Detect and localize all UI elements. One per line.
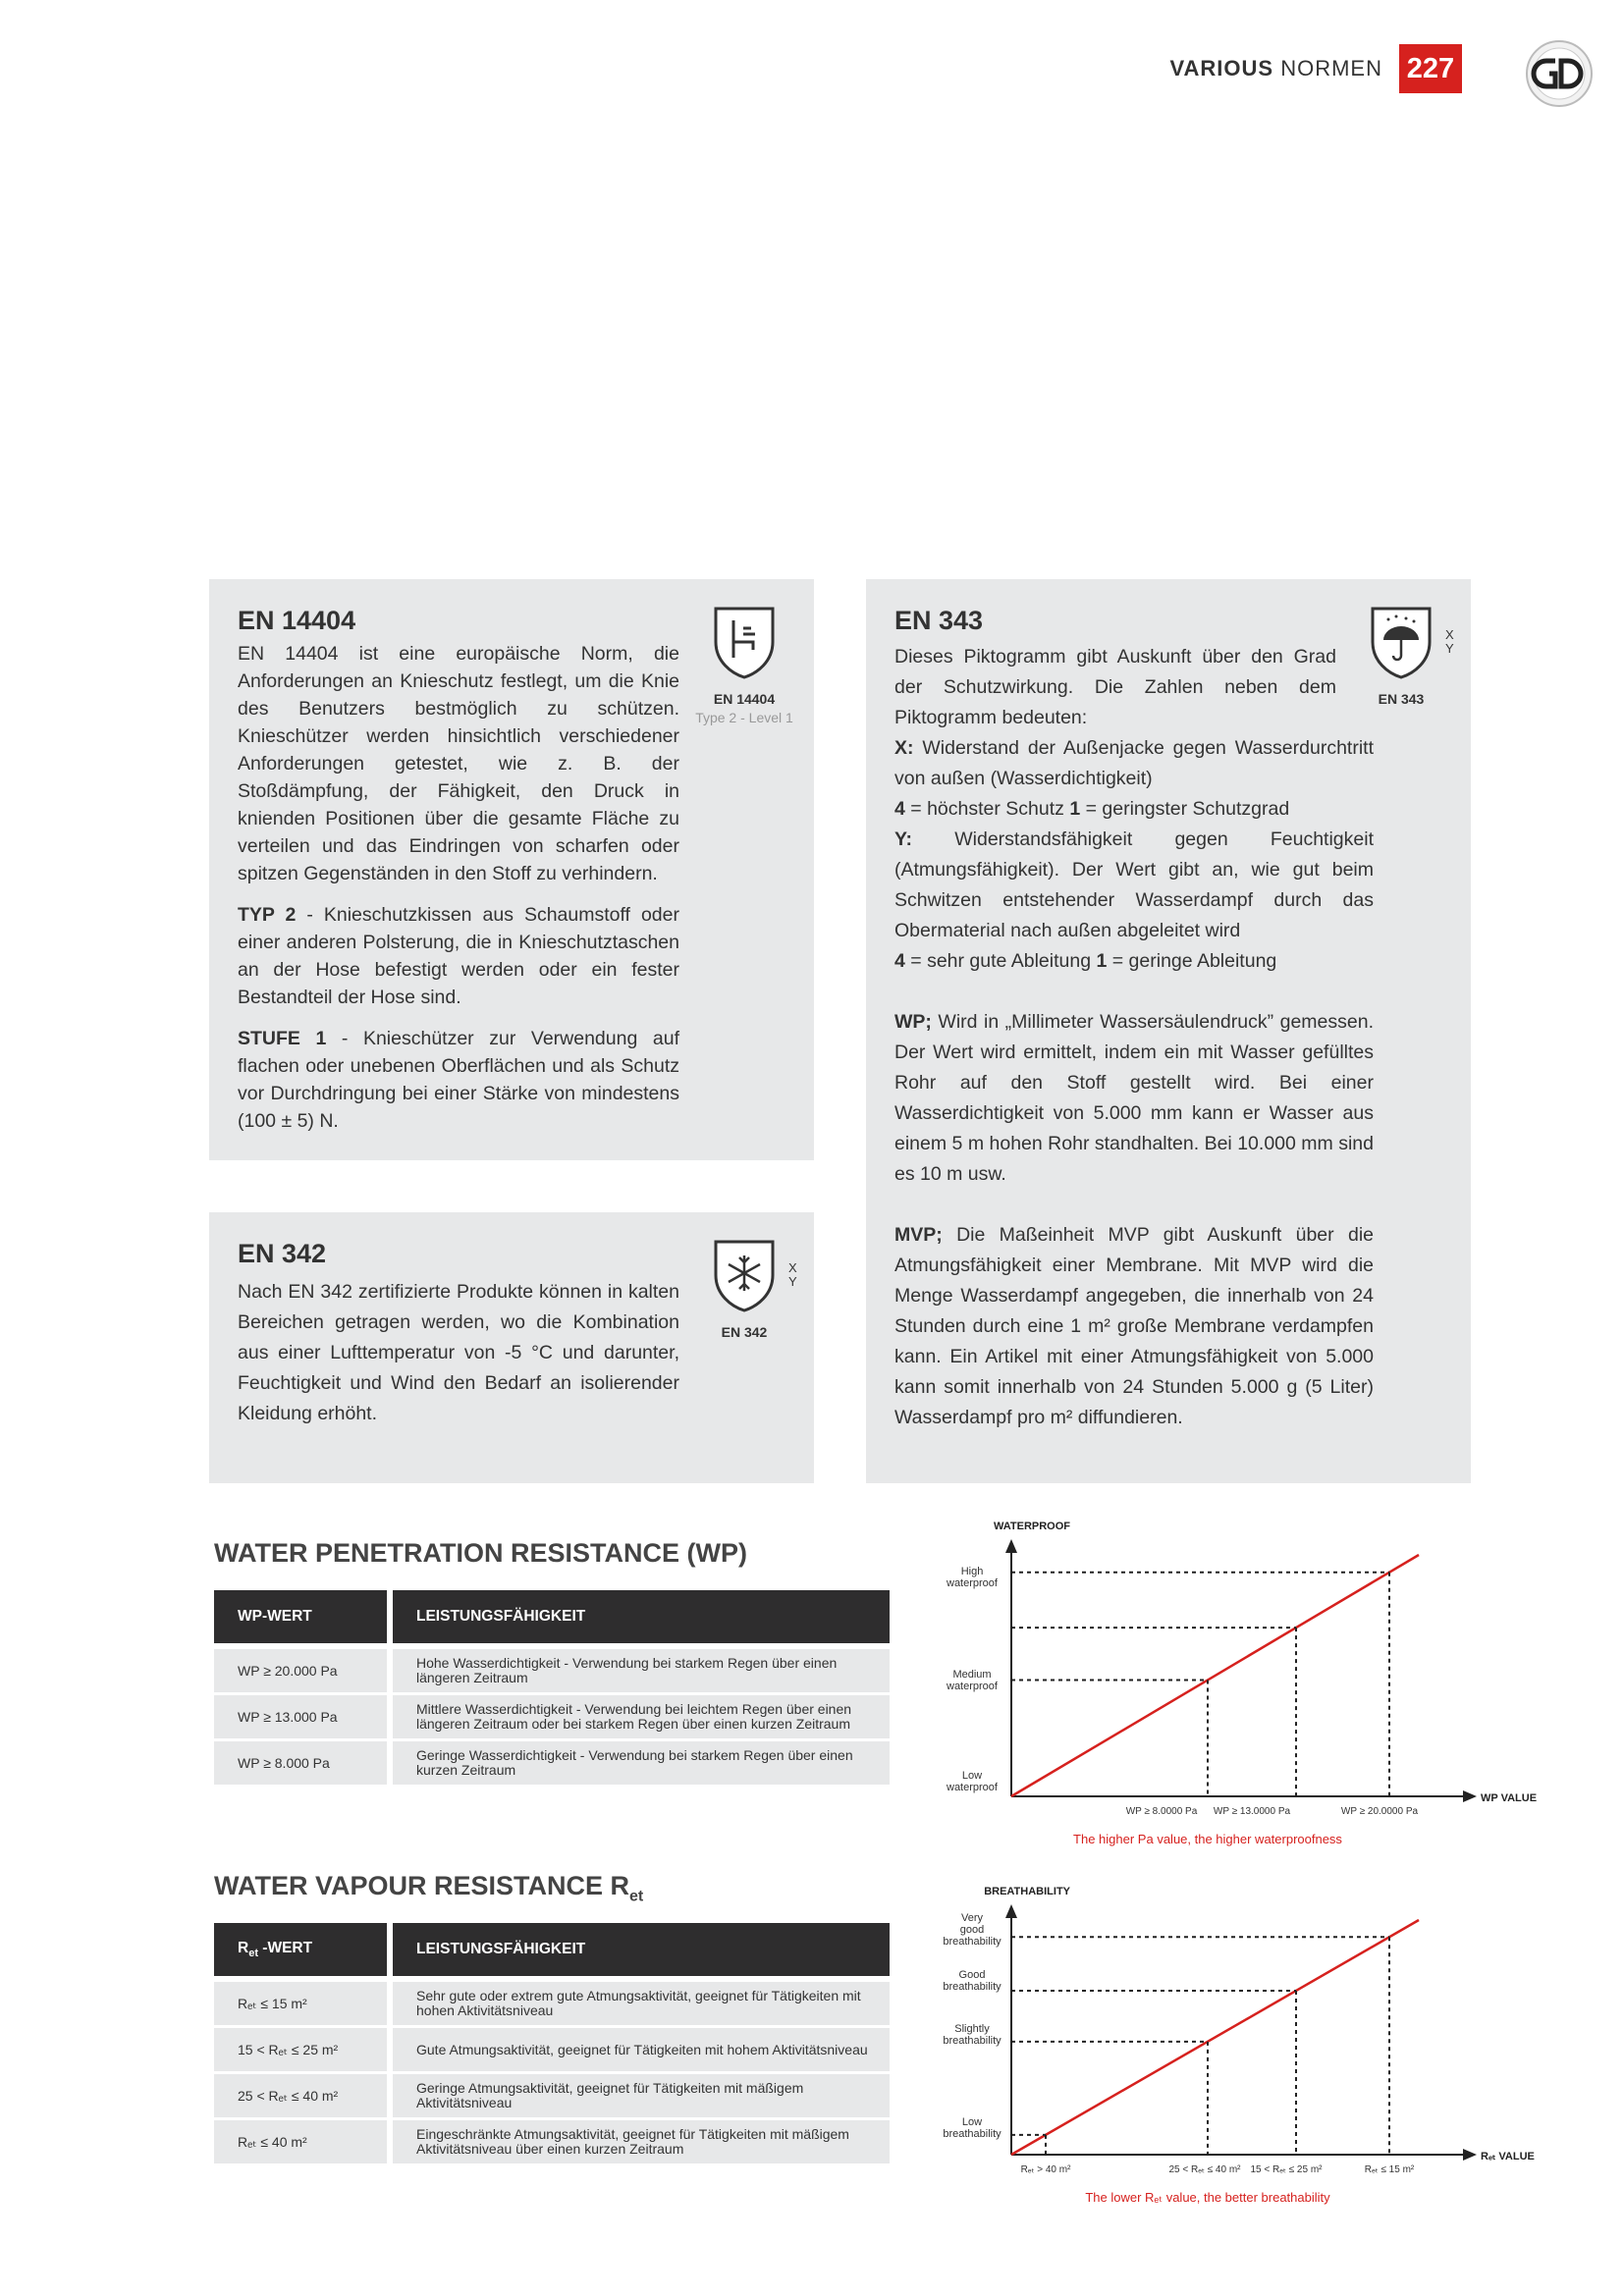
x-axis-arrow — [1463, 1790, 1477, 1802]
x-tick-label: Rₑₜ > 40 m² — [1020, 2164, 1071, 2175]
card-body-text: Nach EN 342 zertifizierte Produkte können in kalten Bereichen getragen werden, wo die Kombination aus einer Lufttemperatur von -5 °C und darunter, Feuchtigkeit und Wind den Bedarf an isolierender Kleidung erhöht. — [238, 1281, 679, 1424]
row-description: Gute Atmungsaktivität, geeignet für Tätigkeiten mit hohem Aktivitätsniveau — [393, 2028, 890, 2071]
en343-card — [866, 579, 1471, 1483]
y-axis-label: BREATHABILITY — [984, 1886, 1070, 1897]
y-definition: Y: Widerstandsfähigkeit gegen Feuchtigkeit (Atmungsfähigkeit). Der Wert gibt an, wie gut beim Schwitzen entstehender Wasserdampf durch das Obermaterial nach außen abgeleitet wird — [894, 828, 1374, 941]
x-tick-label: WP ≥ 13.0000 Pa — [1213, 1806, 1291, 1817]
knee-protection-icon — [710, 603, 779, 681]
x-scale: 4 = höchster Schutz 1 = geringster Schutzgrad — [894, 798, 1290, 820]
column-header: $R_{et}$ -WERT — [214, 1923, 393, 1979]
column-header: WP-WERT — [214, 1590, 393, 1646]
waterproof-chart — [913, 1512, 1538, 1846]
table-row — [214, 1741, 890, 1785]
row-value: WP ≥ 8.000 Pa — [214, 1741, 393, 1785]
x-tick-label: Rₑₜ ≤ 15 m² — [1364, 2164, 1415, 2175]
card-body — [894, 642, 1374, 1433]
row-description: Hohe Wasserdichtigkeit - Verwendung bei starkem Regen über einen längeren Zeitraum — [393, 1649, 890, 1692]
en342-card — [209, 1212, 814, 1483]
x-tick-label: 15 < Rₑₜ ≤ 25 m² — [1250, 2164, 1323, 2175]
y-level-label: Low breathability — [943, 2116, 1001, 2140]
snowflake-shield-icon — [710, 1236, 779, 1314]
card-body — [238, 640, 679, 1148]
table-header — [214, 1590, 890, 1646]
x-tick-label: WP ≥ 8.0000 Pa — [1125, 1806, 1198, 1817]
mvp-definition: MVP; Die Maßeinheit MVP gibt Auskunft über die Atmungsfähigkeit einer Membrane. Mit MVP wird die Menge Wasserdampf angegeben, die innerhalb von 24 Stunden durch eine 1 m² große Membrane verdampfen kann. Ein Artikel mit einer Atmungsfähigkeit von 5.000 kann somit innerhalb von 24 Stunden 5.000 g (5 Liter) Wasserdampf pro m² diffundieren. — [894, 1224, 1374, 1428]
row-description: Mittlere Wasserdichtigkeit - Verwendung bei leichtem Regen über einen längeren Zeitraum oder bei starkem Regen über einen kurzen Zeitraum — [393, 1695, 890, 1738]
y-level-label: Slightly breathability — [943, 2023, 1001, 2047]
y-axis-label: WATERPROOF — [993, 1521, 1070, 1532]
typ-paragraph: TYP 2 - Knieschutzkissen aus Schaumstoff oder einer anderen Polsterung, die in Knieschutztaschen an der Hose befestigt werden oder ein fester Bestandteil der Hose sind. — [238, 904, 679, 1008]
row-description: Eingeschränkte Atmungsaktivität, geeignet für Tätigkeiten mit mäßigem Aktivitätsniveau über einen kurzen Zeitraum — [393, 2120, 890, 2163]
card-title: EN 343 — [894, 606, 984, 635]
table-row — [214, 1649, 890, 1692]
row-description: Geringe Wasserdichtigkeit - Verwendung bei starkem Regen über einen kurzen Zeitraum — [393, 1741, 890, 1785]
x-axis-arrow — [1463, 2149, 1477, 2161]
y-level-label: Medium waterproof — [947, 1669, 998, 1692]
wp-definition: WP; Wird in „Millimeter Wassersäulendruck” gemessen. Der Wert wird ermittelt, indem ein mit Wasser gefülltes Rohr auf den Stoff gestellt wird. Bei einer Wasserdichtigkeit von 5.000 mm kann er Wasser aus einem 5 m hohen Rohr standhalten. Bei 10.000 mm sind es 10 m usw. — [894, 1011, 1374, 1185]
xy-markers: X Y — [788, 1260, 798, 1289]
column-header: LEISTUNGSFÄHIGKEIT — [393, 1923, 890, 1979]
wp-section-title: WATER PENETRATION RESISTANCE (WP) — [214, 1538, 747, 1568]
y-level-label: Good breathability — [943, 1969, 1001, 1993]
trend-line — [1011, 1555, 1419, 1796]
pictogram-label: EN 343 — [1378, 691, 1425, 707]
page-number: 227 — [1399, 44, 1462, 93]
y-level-label: Low waterproof — [947, 1770, 998, 1793]
chart-caption: The lower Rₑₜ value, the better breathability — [1085, 2190, 1330, 2205]
header-title: VARIOUS NORMEN — [1169, 56, 1382, 80]
table-row — [214, 2120, 890, 2163]
en14404-card — [209, 579, 814, 1160]
y-axis-arrow — [1005, 1539, 1017, 1553]
table-row — [214, 1982, 890, 2025]
trend-line — [1011, 1920, 1419, 2155]
row-description: Sehr gute oder extrem gute Atmungsaktivität, geeignet für Tätigkeiten mit hohen Aktivitätsniveau — [393, 1982, 890, 2025]
intro-text: EN 14404 ist eine europäische Norm, die Anforderungen an Knieschutz festlegt, um die Knie des Benutzers bestmöglich zu schützen. Knieschützer werden hinsichtlich verschiedener Anforderungen getestet, wie z. B. der Stoßdämpfung, der Fähigkeit, den Druck in knienden Positionen über die gesamte Fläche zu verteilen und das Eindringen von scharfen oder spitzen Gegenständen in den Stoff zu verhindern. — [238, 643, 679, 884]
table-row — [214, 1695, 890, 1738]
intro-text: Dieses Piktogramm gibt Auskunft über den Grad der Schutzwirkung. Die Zahlen neben dem Piktogramm bedeuten: — [894, 646, 1336, 728]
x-tick-label: WP ≥ 20.0000 Pa — [1340, 1806, 1419, 1817]
wp-table — [214, 1587, 890, 1788]
column-header: LEISTUNGSFÄHIGKEIT — [393, 1590, 890, 1646]
row-value: 15 < Rₑₜ ≤ 25 m² — [214, 2028, 393, 2071]
row-description: Geringe Atmungsaktivität, geeignet für Tätigkeiten mit mäßigem Aktivitätsniveau — [393, 2074, 890, 2117]
breathability-chart — [913, 1875, 1535, 2214]
y-level-label: High waterproof — [947, 1566, 998, 1589]
y-axis-arrow — [1005, 1904, 1017, 1918]
row-value: WP ≥ 20.000 Pa — [214, 1649, 393, 1692]
table-header — [214, 1923, 890, 1979]
card-title: EN 14404 — [238, 606, 356, 635]
y-level-label: Very good breathability — [943, 1912, 1001, 1948]
pictogram-label: EN 14404 — [713, 691, 776, 707]
row-value: 25 < Rₑₜ ≤ 40 m² — [214, 2074, 393, 2117]
stufe-paragraph: STUFE 1 - Knieschützer zur Verwendung auf flachen oder unebenen Oberflächen und als Schutz vor Durchdringung bei einer Stärke von mindestens (100 ± 5) N. — [238, 1028, 679, 1132]
umbrella-shield-icon — [1367, 603, 1435, 681]
xy-markers: X Y — [1445, 627, 1455, 656]
chart-caption: The higher Pa value, the higher waterproofness — [1073, 1832, 1342, 1846]
x-definition: X: Widerstand der Außenjacke gegen Wasserdurchtritt von außen (Wasserdichtigkeit) — [894, 737, 1374, 789]
table-row — [214, 2028, 890, 2071]
row-value: Rₑₜ ≤ 15 m² — [214, 1982, 393, 2025]
x-axis-label: WP VALUE — [1481, 1792, 1538, 1804]
y-scale: 4 = sehr gute Ableitung 1 = geringe Ableitung — [894, 950, 1277, 972]
pictogram-label: EN 342 — [721, 1324, 768, 1340]
table-row — [214, 2074, 890, 2117]
x-axis-label: Rₑₜ VALUE — [1481, 2151, 1535, 2163]
ret-table — [214, 1920, 890, 2166]
row-value: Rₑₜ ≤ 40 m² — [214, 2120, 393, 2163]
ret-section-title: WATER VAPOUR RESISTANCE $R_{et}$ — [214, 1871, 644, 1905]
brand-logo — [1525, 39, 1594, 108]
x-tick-label: 25 < Rₑₜ ≤ 40 m² — [1168, 2164, 1241, 2175]
row-value: WP ≥ 13.000 Pa — [214, 1695, 393, 1738]
card-title: EN 342 — [238, 1239, 327, 1268]
pictogram-sublabel: Type 2 - Level 1 — [695, 710, 793, 725]
